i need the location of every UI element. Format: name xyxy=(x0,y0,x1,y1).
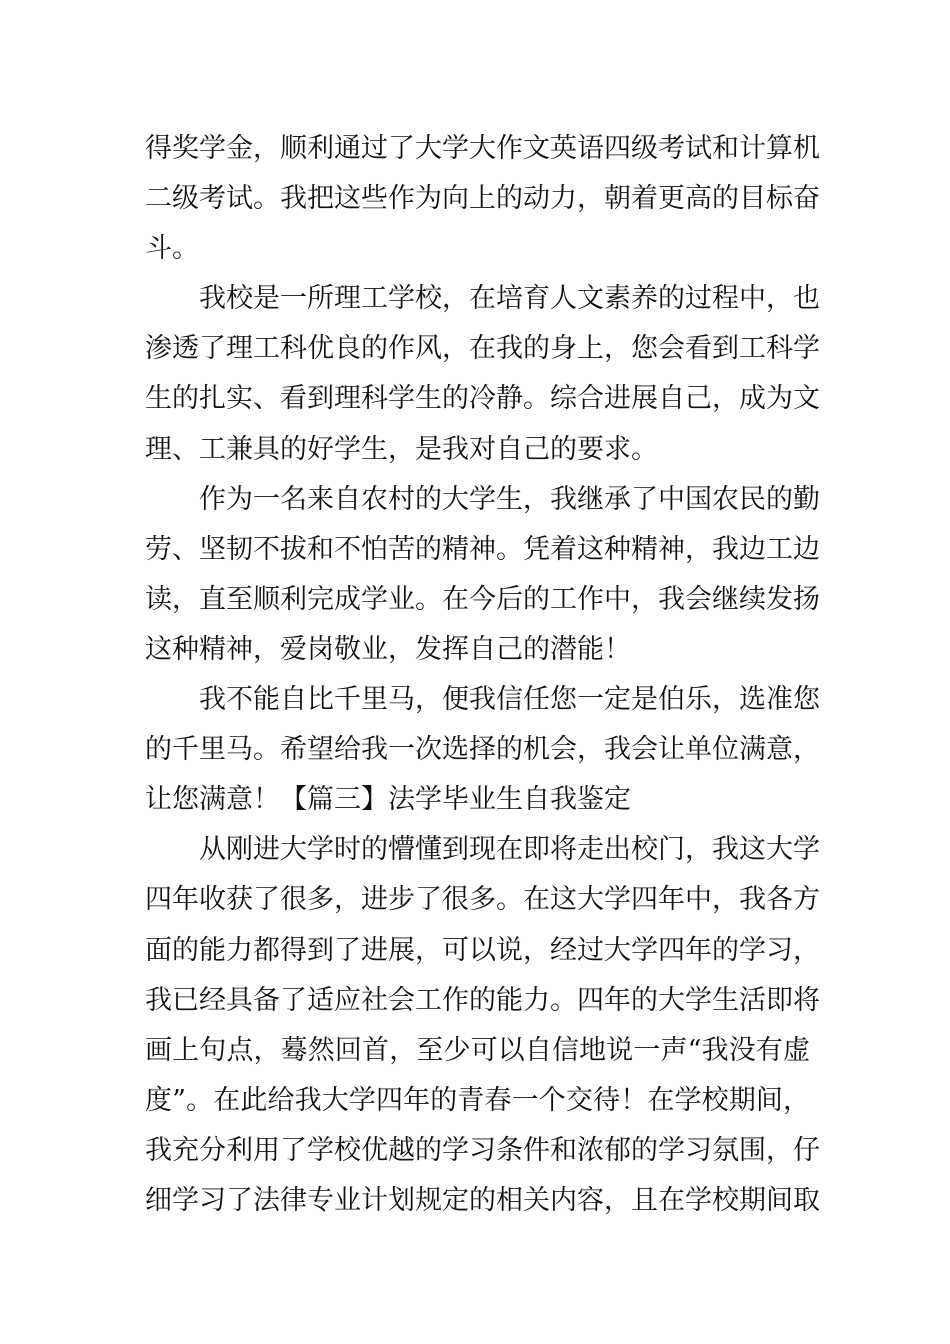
text-line: 四年收获了很多，进步了很多。在这大学四年中，我各方 xyxy=(145,884,820,916)
text-line: 读，直至顺利完成学业。在今后的工作中，我会继续发扬 xyxy=(145,583,820,615)
text-line: 面的能力都得到了进展，可以说，经过大学四年的学习， xyxy=(145,934,820,966)
text-line: 得奖学金，顺利通过了大学大作文英语四级考试和计算机 xyxy=(145,133,820,164)
text-line: 这种精神，爱岗敬业，发挥自己的潜能！ xyxy=(145,633,631,665)
text-line: 我充分利用了学校优越的学习条件和浓郁的学习氛围，仔 xyxy=(145,1134,820,1166)
text-line: 我已经具备了适应社会工作的能力。四年的大学生活即将 xyxy=(145,984,820,1016)
body-text xyxy=(145,124,820,1226)
text-line: 的千里马。希望给我一次选择的机会，我会让单位满意， xyxy=(145,734,820,766)
text-line: 渗透了理工科优良的作风，在我的身上，您会看到工科学 xyxy=(145,333,820,365)
text-line: 画上句点，蓦然回首，至少可以自信地说一声“我没有虚 xyxy=(145,1034,810,1066)
text-line: 斗。 xyxy=(145,233,199,265)
paragraph-first-line: 我不能自比千里马，便我信任您一定是伯乐，选准您 xyxy=(199,684,820,716)
text-line: 度”。在此给我大学四年的青春一个交待！在学校期间， xyxy=(145,1084,810,1116)
paragraph-first-line: 作为一名来自农村的大学生，我继承了中国农民的勤 xyxy=(199,483,820,515)
text-line: 理、工兼具的好学生，是我对自己的要求。 xyxy=(145,433,658,465)
paragraph-first-line: 我校是一所理工学校，在培育人文素养的过程中，也 xyxy=(199,283,820,315)
text-line: 劳、坚韧不拔和不怕苦的精神。凭着这种精神，我边工边 xyxy=(145,533,820,565)
text-line-with-section-heading: 让您满意！【篇三】法学毕业生自我鉴定 xyxy=(145,784,631,816)
text-line: 二级考试。我把这些作为向上的动力，朝着更高的目标奋 xyxy=(145,183,820,215)
paragraph-first-line: 从刚进大学时的懵懂到现在即将走出校门，我这大学 xyxy=(199,834,820,866)
text-line: 生的扎实、看到理科学生的冷静。综合进展自己，成为文 xyxy=(145,383,820,415)
text-line: 细学习了法律专业计划规定的相关内容，且在学校期间取 xyxy=(145,1184,820,1216)
